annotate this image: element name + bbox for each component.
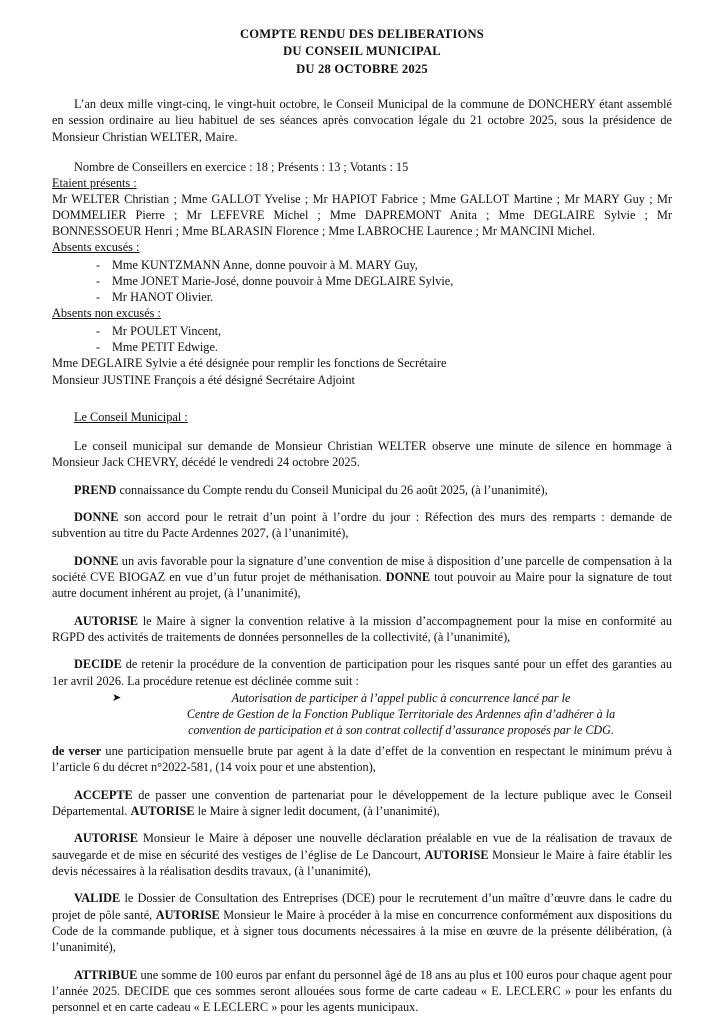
title-line-2: DU CONSEIL MUNICIPAL <box>283 44 441 59</box>
resolution-lead-2: AUTORISE <box>424 847 489 862</box>
list-item: - Mme PETIT Edwige. <box>112 339 672 355</box>
resolution-lead-2: AUTORISE <box>130 803 195 818</box>
resolution-lead-2: DONNE <box>385 570 431 584</box>
resolution-text-2: le Maire à signer ledit document, (à l’unanimité), <box>194 803 440 818</box>
resolution-lead: ATTRIBUE <box>74 967 138 982</box>
unexcused-heading: Absents non excusés : <box>52 305 161 320</box>
resolution-lead: DONNE <box>74 553 119 568</box>
title-line-3: DU 28 OCTOBRE 2025 <box>296 61 428 76</box>
present-list: Mr WELTER Christian ; Mme GALLOT Yvelise ; Mr HAPIOT Fabrice ; Mme GALLOT Martine ; Mr MARY Guy ; Mr DOMMELIER Pierre ; Mr LEFEVRE Michel ; Mme DAPREMONT Anita ; Mme DEGLAIRE Sylvie ; Mr BONNESSOEUR Henri ; Mme BLARASIN Florence ; Mme LABROCHE Laurence ; Mr MANCINI Michel. <box>52 191 672 239</box>
list-item: - Mr HANOT Olivier. <box>112 289 672 305</box>
quote-line-3: convention de participation et à son contrat collectif d’assurance proposés par le CDG. <box>188 722 614 737</box>
resolution-lead: VALIDE <box>74 891 121 906</box>
list-item: - Mme JONET Marie-José, donne pouvoir à Mme DEGLAIRE Sylvie, <box>112 273 672 289</box>
resolution-text-2: Monsieur le Maire à procéder à la mise en concurrence conformément aux dispositions du Code de la commande publique, et à signer tous documents nécessaires à la mise en œuvre de la présente délibération, (à l’unanimité), <box>52 907 672 955</box>
quote-line-2: Centre de Gestion de la Fonction Publique Territoriale des Ardennes afin d’adhérer à la <box>186 707 616 722</box>
after-quote-paragraph <box>52 743 672 776</box>
list-item: - Mme KUNTZMANN Anne, donne pouvoir à M. MARY Guy, <box>112 257 672 273</box>
resolution-text-2: Monsieur le Maire à faire établir les devis nécessaires à la réalisation desdits travaux, (à l’unanimité), <box>52 847 672 878</box>
councillor-counts: Nombre de Conseillers en exercice : 18 ; Présents : 13 ; Votants : 15 <box>74 160 409 175</box>
resolution-text: de passer une convention de partenariat pour le développement de la lecture publique avec le Conseil Départemental. <box>52 787 672 818</box>
deputy-secretary-line: Monsieur JUSTINE François a été désigné Secrétaire Adjoint <box>52 372 355 387</box>
resolution-text: un avis favorable pour la signature d’une convention de mise à disposition d’une parcelle de compensation à la société CVE BIOGAZ en vue d’un futur projet de méthanisation. <box>52 553 672 584</box>
resolution-text: connaissance du Compte rendu du Conseil Municipal du 26 août 2025, (à l’unanimité), <box>119 482 548 497</box>
council-heading: Le Conseil Municipal : <box>74 409 188 424</box>
resolution-autorise-eglise <box>52 830 672 879</box>
resolution-prend <box>52 482 672 498</box>
resolution-text: son accord pour le retrait d’un point à l’ordre du jour : Réfection des murs des remparts : demande de subvention au titre du Pacte Ardennes 2027, (à l’unanimité), <box>52 509 672 541</box>
present-heading: Etaient présents : <box>52 175 137 190</box>
resolution-lead: ACCEPTE <box>74 787 133 802</box>
after-quote-lead: de verser <box>52 743 102 758</box>
resolution-lead: AUTORISE <box>74 613 139 628</box>
resolution-lead: DONNE <box>74 509 119 524</box>
secretary-line: Mme DEGLAIRE Sylvie a été désignée pour remplir les fonctions de Secrétaire <box>52 356 447 371</box>
excused-list <box>52 257 672 306</box>
resolution-lead: DECIDE <box>74 657 122 672</box>
resolution-attribue-cartes <box>52 967 672 1016</box>
list-item: - Mr POULET Vincent, <box>112 323 672 339</box>
resolution-minute-silence: Le conseil municipal sur demande de Monsieur Christian WELTER observe une minute de silence en hommage à Monsieur Jack CHEVRY, décédé le vendredi 24 octobre 2025. <box>52 438 672 470</box>
resolution-valide-dce <box>52 890 672 955</box>
resolution-text: le Dossier de Consultation des Entreprises (DCE) pour le recrutement d’un maître d’œuvre dans le cadre du projet de pôle santé, <box>52 891 673 922</box>
resolution-text: une somme de 100 euros par enfant du personnel âgé de 18 ans au plus et 100 euros pour chaque agent pour l’année 2025. DECIDE que ces sommes seront allouées sous forme de carte cadeau « E. LECLERC » pour les enfants du personnel et en carte cadeau « E LECLERC » pour les agents municipaux. <box>52 967 673 1015</box>
unexcused-list <box>52 323 672 356</box>
resolution-text: le Maire à signer la convention relative à la mission d’accompagnement pour la mise en conformité au RGPD des activités de traitements de données personnelles de la collectivité, (à l’unanimité), <box>52 613 673 645</box>
resolution-donne-biogaz <box>52 553 672 602</box>
resolution-donne-retrait <box>52 509 672 542</box>
resolution-decide-sante <box>52 656 672 689</box>
resolution-lead: PREND <box>74 482 117 497</box>
resolution-accepte-lecture <box>52 787 672 820</box>
intro-paragraph: L’an deux mille vingt-cinq, le vingt-huit octobre, le Conseil Municipal de la commune de DONCHERY étant assemblé en session ordinaire au lieu habituel de ses séances après convocation légale du 21 octobre 2025, sous la présidence de Monsieur Christian WELTER, Maire. <box>52 97 672 144</box>
title-line-1: COMPTE RENDU DES DELIBERATIONS <box>239 27 485 41</box>
resolution-autorise-rgpd <box>52 613 672 646</box>
quote-line-1: Autorisation de participer à l’appel public à concurrence lancé par le <box>231 691 571 706</box>
document-title <box>52 26 672 78</box>
quote-text <box>130 691 672 739</box>
after-quote-text: une participation mensuelle brute par agent à la date d’effet de la convention en respectant le minimum prévu à l’article 6 du décret n°2022-581, (14 voix pour et une abstention), <box>52 743 673 775</box>
resolution-text: de retenir la procédure de la convention de participation pour les risques santé pour un effet des garanties au 1er avril 2026. La procédure retenue est déclinée comme suit : <box>52 657 672 688</box>
resolution-lead: AUTORISE <box>74 831 139 846</box>
arrow-bullet-icon: ➤ <box>112 692 122 705</box>
quote-block <box>52 691 672 739</box>
resolution-text-2: tout pouvoir au Maire pour la signature de tout autre document inhérent au projet, (à l’unanimité), <box>52 570 672 601</box>
resolution-text: Monsieur le Maire à déposer une nouvelle déclaration préalable en vue de la réalisation de travaux de sauvegarde et de mise en sécurité des vestiges de l’église de Le Dancourt, <box>52 831 672 862</box>
excused-heading: Absents excusés : <box>52 239 140 254</box>
resolution-lead-2: AUTORISE <box>155 907 220 922</box>
